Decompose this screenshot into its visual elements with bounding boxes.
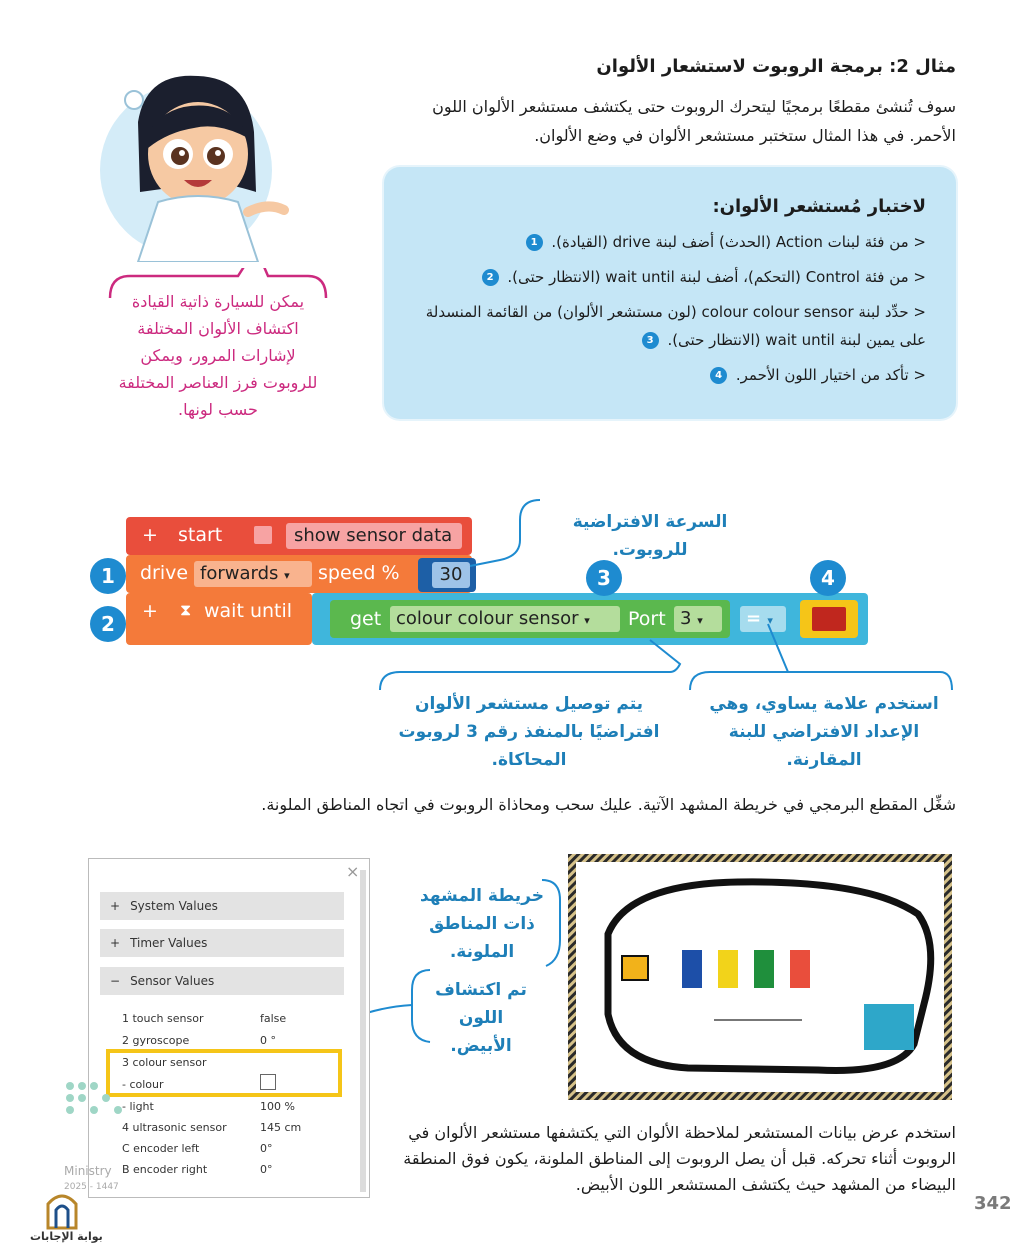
sensor-row-value: 0°: [260, 1142, 273, 1155]
watermark-text: Ministry: [64, 1164, 112, 1178]
show-sensor-data-field[interactable]: show sensor data: [286, 523, 462, 549]
plus-icon[interactable]: +: [142, 600, 158, 622]
sensor-row-label: 1 touch sensor: [122, 1012, 204, 1025]
wait-until-label: wait until: [204, 600, 293, 622]
sensor-row-value: 0°: [260, 1163, 273, 1176]
sensor-value: colour colour sensor: [396, 608, 579, 629]
close-icon[interactable]: ×: [346, 862, 360, 881]
callout-equals: استخدم علامة يساوي، وهي الإعداد الافتراضي للبنة المقارنة.: [709, 694, 939, 770]
sensor-row-label: 4 ultrasonic sensor: [122, 1121, 227, 1134]
direction-value: forwards: [200, 563, 279, 584]
chevron-down-icon: ▾: [697, 614, 703, 627]
speed-label: speed %: [318, 562, 400, 584]
scene-map: [568, 854, 952, 1100]
plus-icon[interactable]: +: [142, 524, 158, 546]
operator-value: =: [746, 608, 762, 629]
tip-text: يمكن للسيارة ذاتية القيادة اكتشاف الألوان المختلفة لإشارات المرور، ويمكن للروبوت فرز العناصر المختلفة حسب لونها.: [118, 292, 318, 419]
callout-speed: السرعة الافتراضية للروبوت.: [572, 512, 728, 560]
step-number-badge: 2: [482, 269, 499, 286]
block-number-badge: 1: [90, 558, 126, 594]
sensor-row-value: 100 %: [260, 1100, 295, 1113]
get-label: get: [350, 608, 382, 630]
info-step-3: < حدِّد لبنة colour colour sensor (لون مستشعر الألوان) من القائمة المنسدلة على يمين لبنة wait until (الانتظار حتى). 3: [425, 303, 926, 349]
port-value: 3: [680, 608, 692, 629]
chevron-down-icon: ▾: [584, 614, 590, 627]
step-text: حدِّد لبنة colour colour sensor (لون مستشعر الألوان) من القائمة المنسدلة على يمين لبنة wait until (الانتظار حتى).: [425, 303, 926, 349]
step-number-badge: 4: [710, 367, 727, 384]
page-number: 342: [974, 1193, 1012, 1214]
start-label: start: [178, 524, 223, 546]
sensor-row-label: 2 gyroscope: [122, 1034, 190, 1047]
callout-port: يتم توصيل مستشعر الألوان افتراضيًا بالمنفذ رقم 3 لروبوت المحاكاة.: [398, 694, 660, 770]
run-instruction: شغِّل المقطع البرمجي في خريطة المشهد الآتية. عليك سحب ومحاذاة الروبوت في اتجاه المناطق الملونة.: [261, 795, 956, 814]
speed-value[interactable]: 30: [432, 562, 470, 588]
callout-white: تم اكتشاف اللون الأبيض.: [435, 980, 527, 1056]
section-sensor-values[interactable]: [100, 967, 344, 995]
info-step-2: < من فئة Control (التحكم)، أضف لبنة wait until (الانتظار حتى). 2: [406, 263, 926, 291]
section-label: System Values: [130, 899, 218, 913]
step-text: من فئة لبنات Action (الحدث) أضف لبنة drive (القيادة).: [551, 233, 909, 251]
section-timer-values[interactable]: [100, 929, 344, 957]
watermark-year: 2025 - 1447: [64, 1182, 119, 1192]
hourglass-icon: ⧗: [180, 600, 192, 619]
brand-name: بوابة الإجابات: [30, 1230, 103, 1243]
sensor-row-value: 0 °: [260, 1034, 276, 1047]
section-label: Timer Values: [130, 936, 208, 950]
step-number-badge: 1: [526, 234, 543, 251]
info-step-1: < من فئة لبنات Action (الحدث) أضف لبنة drive (القيادة). 1: [406, 228, 926, 256]
example-heading: مثال 2: برمجة الروبوت لاستشعار الألوان: [596, 56, 956, 77]
sensor-row-value: 145 cm: [260, 1121, 302, 1134]
callout-map: خريطة المشهد ذات المناطق الملونة.: [420, 886, 544, 962]
sensor-row-value: false: [260, 1012, 287, 1025]
drive-label: drive: [140, 562, 189, 584]
info-box-title: لاختبار مُستشعر الألوان:: [712, 196, 926, 217]
sensor-row-label: - colour: [122, 1078, 164, 1091]
info-step-4: < تأكد من اختيار اللون الأحمر. 4: [406, 361, 926, 389]
expand-icon: +: [110, 936, 121, 950]
step-number-badge: 3: [642, 332, 659, 349]
bottom-paragraph: استخدم عرض بيانات المستشعر لملاحظة الألوان التي يكتشفها مستشعر الألوان في الروبوت أثناء تحركه. قبل أن يصل الروبوت إلى المناطق الملونة، يكون فوق المنطقة البيضاء من المشهد حيث يكتشف المستشعر اللون الأبيض.: [403, 1123, 956, 1194]
intro-paragraph: سوف تُنشئ مقطعًا برمجيًا ليتحرك الروبوت حتى يكتشف مستشعر الألوان اللون الأحمر. في هذا المثال ستختبر مستشعر الألوان في وضع الألوان.: [432, 97, 956, 145]
chevron-down-icon: ▾: [767, 614, 773, 627]
section-system-values[interactable]: [100, 892, 344, 920]
expand-icon: +: [110, 899, 121, 913]
block-number-badge: 3: [586, 560, 622, 596]
panel-scrollbar[interactable]: [360, 870, 366, 1192]
step-text: تأكد من اختيار اللون الأحمر.: [735, 366, 909, 384]
sensor-row-label: C encoder left: [122, 1142, 200, 1155]
chevron-down-icon: ▾: [284, 569, 290, 582]
section-label: Sensor Values: [130, 974, 215, 988]
collapse-icon: −: [110, 974, 121, 988]
step-text: من فئة Control (التحكم)، أضف لبنة wait until (الانتظار حتى).: [507, 268, 909, 286]
block-number-badge: 4: [810, 560, 846, 596]
brand-logo-icon: [42, 1186, 82, 1230]
port-label: Port: [628, 608, 666, 630]
block-number-badge: 2: [90, 606, 126, 642]
sensor-row-label: B encoder right: [122, 1163, 208, 1176]
sensor-row-label: 3 colour sensor: [122, 1056, 207, 1069]
ministry-logo-dots: [60, 1078, 160, 1118]
sensor-row-label: - light: [122, 1100, 154, 1113]
